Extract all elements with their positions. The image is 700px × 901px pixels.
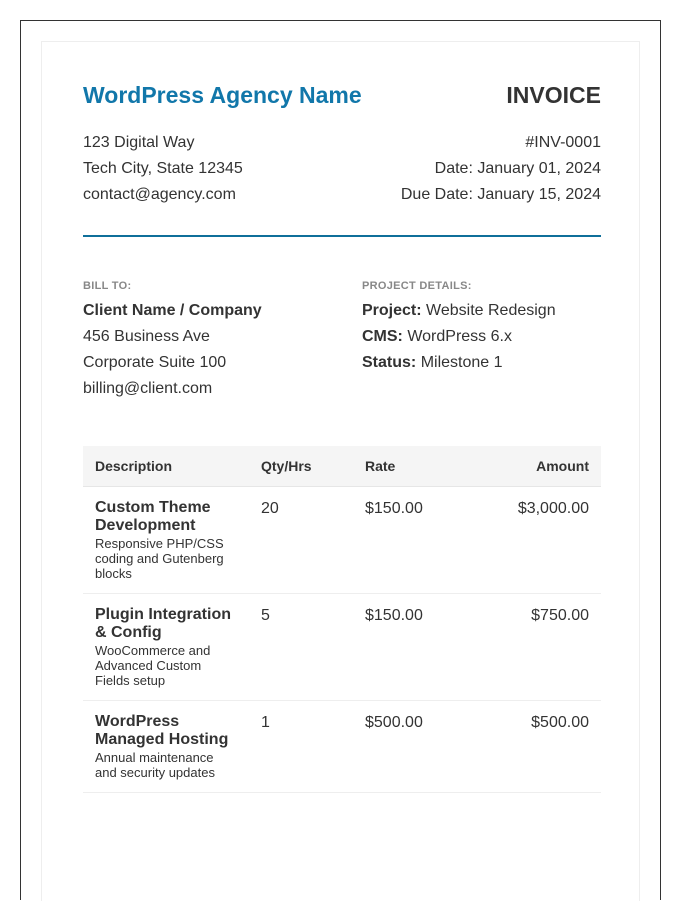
invoice-date: Date: January 01, 2024 xyxy=(434,160,601,177)
project-line xyxy=(362,298,601,324)
client-address-line1: 456 Business Ave xyxy=(83,328,210,345)
cms-key: CMS: xyxy=(362,328,403,345)
client-name-text: Client Name / Company xyxy=(83,302,262,319)
item-description-cell xyxy=(83,487,249,594)
item-qty: 5 xyxy=(249,594,353,701)
item-title: WordPress Managed Hosting xyxy=(95,713,229,748)
project-details-label: PROJECT DETAILS: xyxy=(362,280,472,292)
agency-address xyxy=(83,130,243,208)
item-title: Plugin Integration & Config xyxy=(95,606,231,641)
cms-line xyxy=(362,324,601,350)
item-amount: $750.00 xyxy=(505,594,601,701)
agency-address-line1: 123 Digital Way xyxy=(83,134,195,151)
invoice-meta xyxy=(401,130,601,208)
header-amount: Amount xyxy=(505,446,601,487)
status-value: Milestone 1 xyxy=(420,354,503,371)
invoice-due-date: Due Date: January 15, 2024 xyxy=(400,186,601,203)
item-rate: $500.00 xyxy=(353,701,505,793)
document-frame xyxy=(20,20,661,900)
header-qty: Qty/Hrs xyxy=(249,446,353,487)
item-qty: 1 xyxy=(249,701,353,793)
agency-name: WordPress Agency Name xyxy=(83,82,362,108)
info-row xyxy=(83,279,601,402)
client-address-line2: Corporate Suite 100 xyxy=(83,354,227,371)
invoice-number: #INV-0001 xyxy=(525,134,601,151)
header-rate: Rate xyxy=(353,446,505,487)
table-row xyxy=(83,594,601,701)
line-items-table xyxy=(83,446,601,793)
client-email: billing@client.com xyxy=(83,380,213,397)
table-row xyxy=(83,487,601,594)
header-description: Description xyxy=(83,446,249,487)
item-rate: $150.00 xyxy=(353,594,505,701)
item-amount: $3,000.00 xyxy=(505,487,601,594)
invoice-content xyxy=(83,82,601,793)
item-desc: Responsive PHP/CSS coding and Gutenberg blocks xyxy=(95,536,224,581)
item-description-cell xyxy=(83,701,249,793)
address-row xyxy=(83,130,601,208)
project-value: Website Redesign xyxy=(426,302,556,319)
project-details-section xyxy=(362,279,601,402)
item-description-cell xyxy=(83,594,249,701)
header-divider xyxy=(83,235,601,237)
agency-email: contact@agency.com xyxy=(83,186,236,203)
status-line xyxy=(362,350,601,376)
cms-value: WordPress 6.x xyxy=(407,328,512,345)
table-header-row xyxy=(83,446,601,487)
item-desc: Annual maintenance and security updates xyxy=(95,750,215,780)
item-amount: $500.00 xyxy=(505,701,601,793)
agency-address-line2: Tech City, State 12345 xyxy=(83,160,243,177)
table-row xyxy=(83,701,601,793)
project-key: Project: xyxy=(362,302,422,319)
bill-to-section xyxy=(83,279,362,402)
client-name xyxy=(83,298,362,324)
bill-to-label: BILL TO: xyxy=(83,280,132,292)
item-qty: 20 xyxy=(249,487,353,594)
item-rate: $150.00 xyxy=(353,487,505,594)
item-title: Custom Theme Development xyxy=(95,499,211,534)
invoice-page xyxy=(41,41,640,901)
status-key: Status: xyxy=(362,354,417,371)
invoice-header xyxy=(83,82,601,107)
item-desc: WooCommerce and Advanced Custom Fields setup xyxy=(95,643,211,688)
invoice-title: INVOICE xyxy=(506,82,601,108)
